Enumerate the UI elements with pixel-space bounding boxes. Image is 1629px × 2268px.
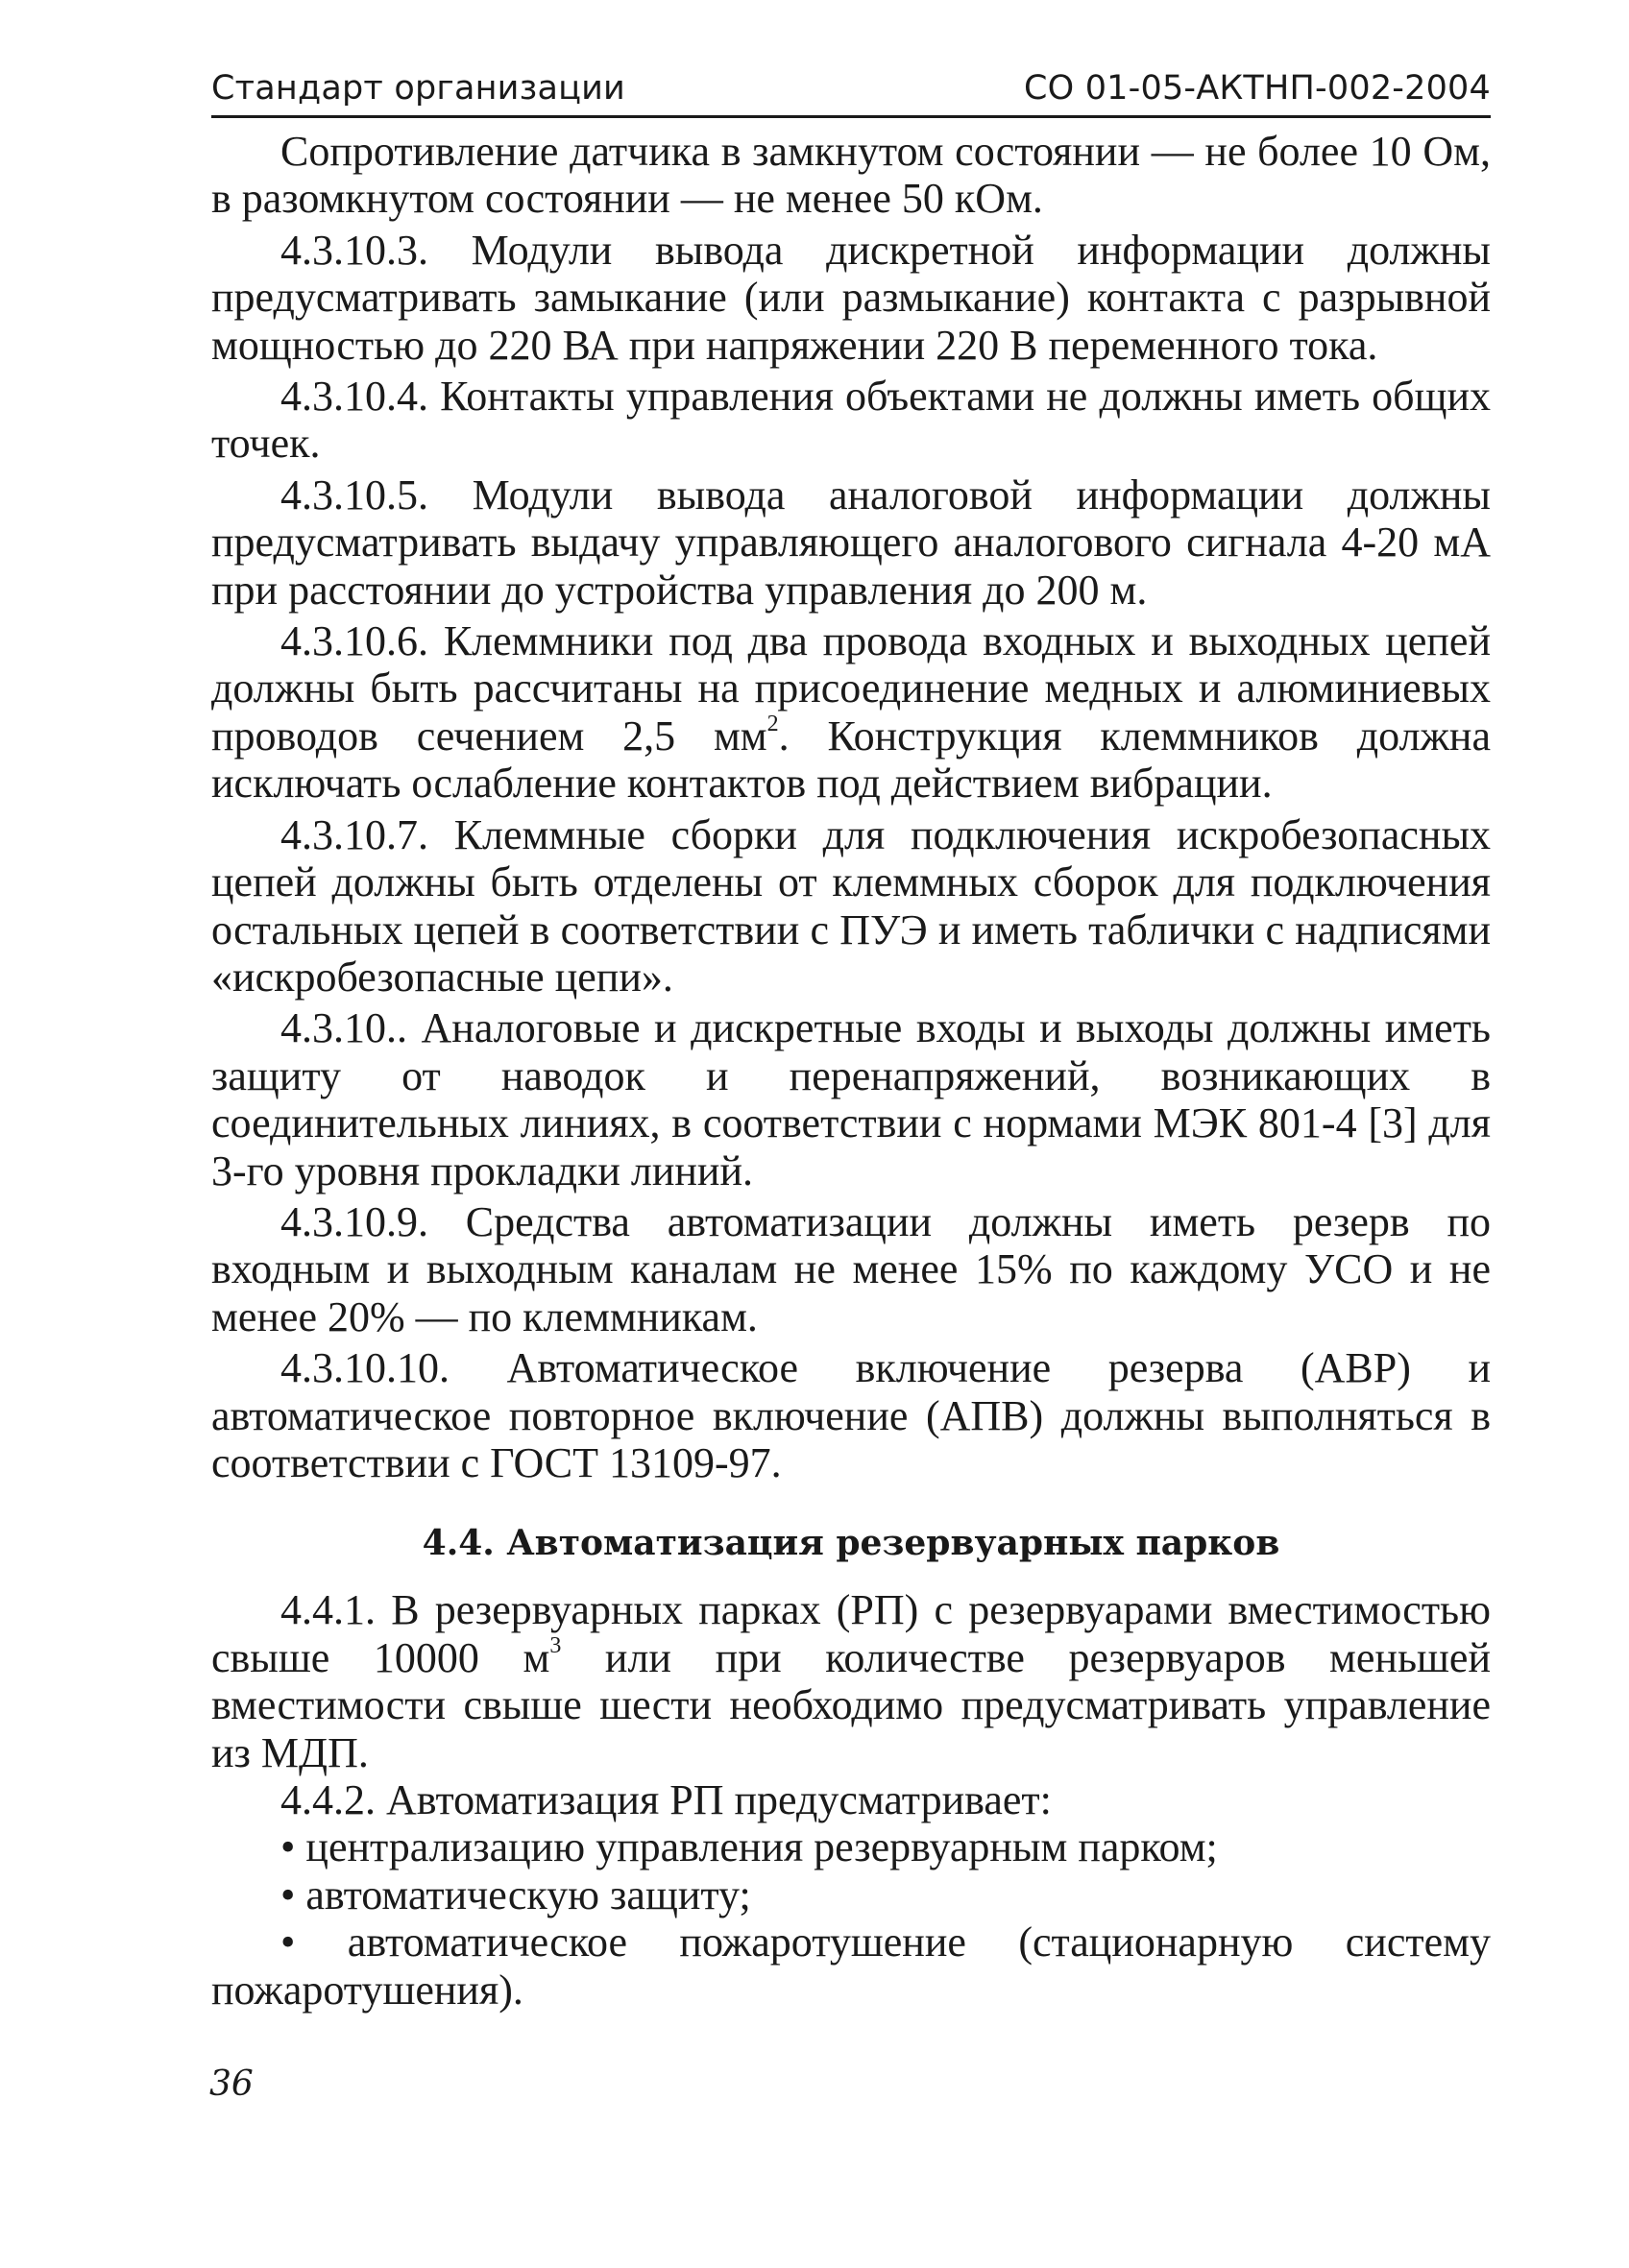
paragraph-4-3-10-9: 4.3.10.9. Средства автоматизации должны иметь резерв по входным и выходным каналам не менее 15% по каждому УСО и не менее 20% — по клеммникам. xyxy=(211,1197,1491,1340)
list-item: • централизацию управления резервуарным парком; xyxy=(280,1823,1218,1871)
paragraph-4-3-10-6-text-b: . Конструкция клеммников должна исключать ослабление контактов под действием вибрации. xyxy=(211,712,1491,808)
paragraph-4-3-10-5: 4.3.10.5. Модули вывода аналоговой информации должны предусматривать выдачу управляющего аналогового сигнала 4-20 мА при расстоянии до устройства управления до 200 м. xyxy=(211,470,1491,614)
list-item: • автоматическое пожаротушение (стационарную систему пожаротушения). xyxy=(211,1918,1491,2014)
paragraph-4-3-10-8: 4.3.10.. Аналоговые и дискретные входы и выходы должны иметь защиту от наводок и перенапряжений, возникающих в соединительных линиях, в соответствии с нормами МЭК 801-4 [3] для 3-го уровня прокладки линий. xyxy=(211,1004,1491,1194)
paragraph-4-4-2: 4.4.2. Автоматизация РП предусматривает: xyxy=(280,1776,1052,1823)
document-body xyxy=(211,128,1491,2014)
paragraph-sensor-resistance: Сопротивление датчика в замкнутом состоянии — не более 10 Ом, в разомкнутом состоянии — не менее 50 кОм. xyxy=(211,128,1491,223)
superscript-square: 2 xyxy=(766,712,779,737)
header-document-code: СО 01-05-АКТНП-002-2004 xyxy=(1024,69,1491,108)
paragraph-4-4-1-text-a: 4.4.1. В резервуарных парках (РП) с резервуарами вместимостью свыше 10000 м xyxy=(211,1586,1491,1681)
section-heading-4-4: 4.4. Автоматизация резервуарных парков xyxy=(422,1523,1280,1564)
list-item: • автоматическую защиту; xyxy=(280,1870,751,1918)
paragraph-4-3-10-7: 4.3.10.7. Клеммные сборки для подключения искробезопасных цепей должны быть отделены от клеммных сборок для подключения остальных цепей в соответствии с ПУЭ и иметь таблички с надписями «искробезопасные цепи». xyxy=(211,810,1491,1001)
paragraph-4-3-10-6-text-a: 4.3.10.6. Клеммники под два провода входных и выходных цепей должны быть рассчитаны на присоединение медных и алюминиевых проводов сечением 2,5 мм xyxy=(211,617,1491,760)
paragraph-4-4-1-text-b: или при количестве резервуаров меньшей вместимости свыше шести необходимо предусматривать управление из МДП. xyxy=(211,1633,1492,1776)
paragraph-4-3-10-3: 4.3.10.3. Модули вывода дискретной информации должны предусматривать замыкание (или размыкание) контакта с разрывной мощностью до 220 ВА при напряжении 220 В переменного тока. xyxy=(211,226,1491,369)
paragraph-4-3-10-10: 4.3.10.10. Автоматическое включение резерва (АВР) и автоматическое повторное включение (АПВ) должны выполняться в соответствии с ГОСТ 13109-97. xyxy=(211,1344,1491,1486)
paragraph-4-4-1 xyxy=(211,1586,1491,1776)
paragraph-4-3-10-6 xyxy=(211,617,1491,808)
running-header xyxy=(211,67,1491,118)
paragraph-4-3-10-4: 4.3.10.4. Контакты управления объектами не должны иметь общих точек. xyxy=(211,373,1491,468)
document-page xyxy=(211,67,1491,2014)
superscript-cube: 3 xyxy=(549,1633,562,1659)
page-number: 36 xyxy=(209,2064,254,2104)
header-organization-standard: Стандарт организации xyxy=(211,69,626,108)
